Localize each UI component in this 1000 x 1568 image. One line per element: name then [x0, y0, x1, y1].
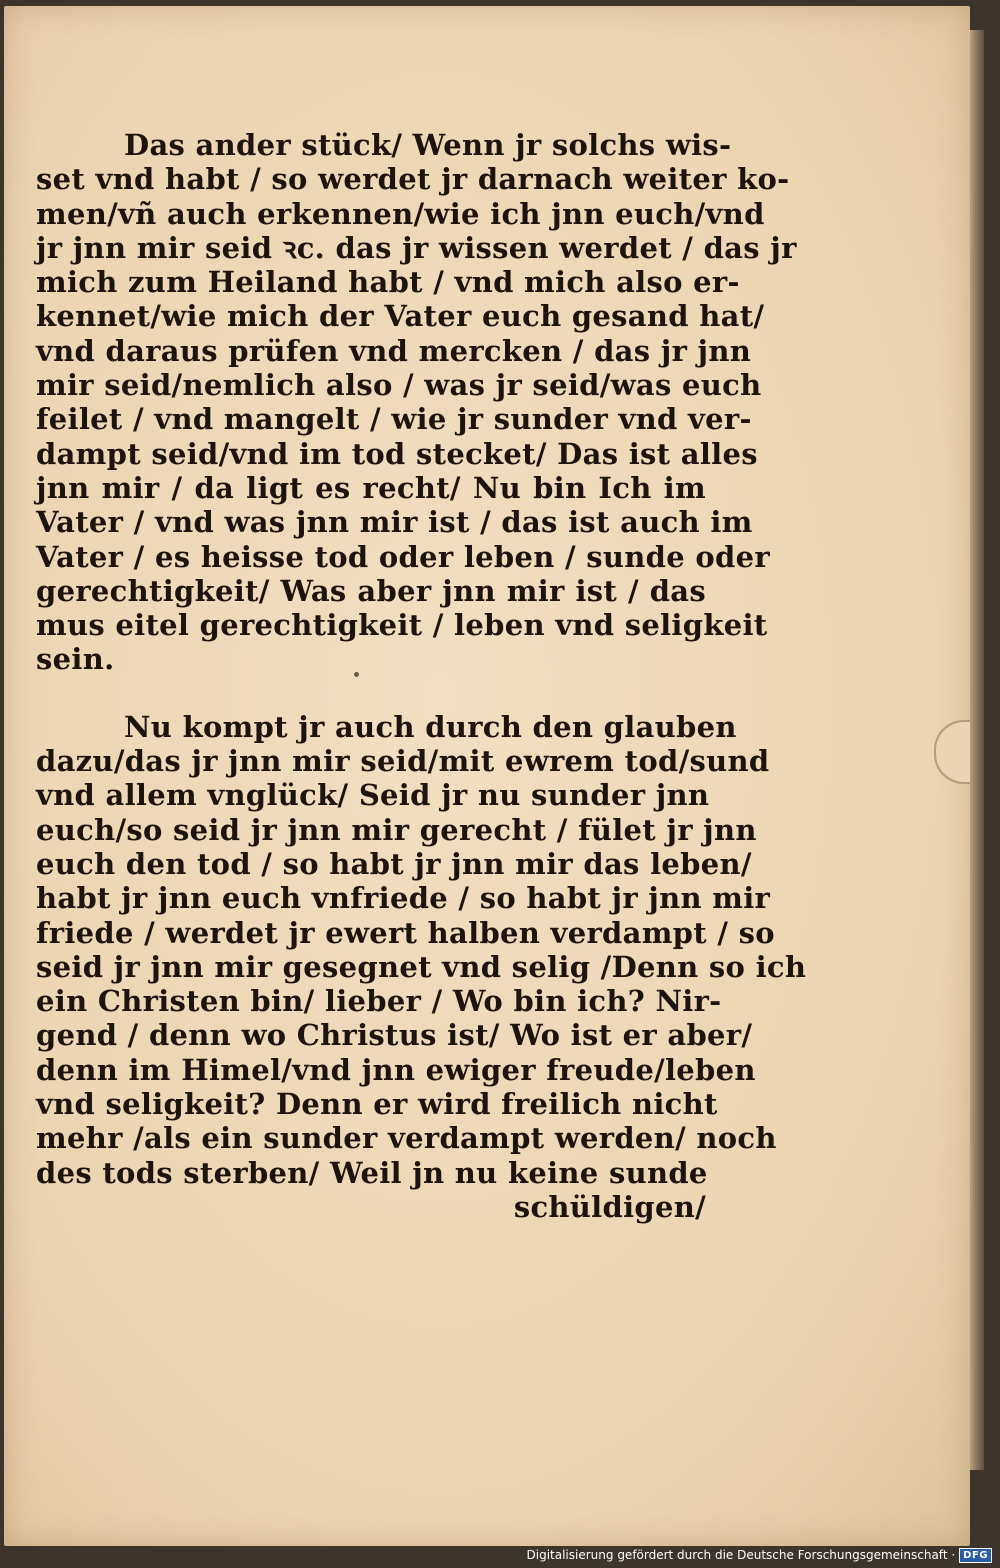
text-line: mehr /als ein sunder verdampt werden/ noch	[36, 1121, 777, 1156]
text-line: Nu kompt jr auch durch den glauben	[124, 709, 737, 744]
text-line: feilet / vnd mangelt / wie jr sunder vnd ver-	[36, 402, 752, 437]
text-line: ein Christen bin/ lieber / Wo bin ich? Nir-	[36, 984, 722, 1019]
paragraph-1	[36, 128, 797, 677]
text-line: dazu/das jr jnn mir seid/mit ewrem tod/sund	[36, 744, 770, 779]
text-line: set vnd habt / so werdet jr darnach weiter ko-	[36, 162, 790, 197]
text-line: friede / werdet jr ewert halben verdampt / so	[36, 915, 775, 950]
text-line: mich zum Heiland habt / vnd mich also er-	[36, 265, 740, 300]
text-line: dampt seid/vnd im tod stecket/ Das ist alles	[36, 436, 758, 471]
catchword: schüldigen/	[513, 1189, 706, 1224]
text-line: denn im Himel/vnd jnn ewiger freude/leben	[36, 1052, 756, 1087]
text-line: Vater / vnd was jnn mir ist / das ist auch im	[36, 505, 753, 540]
text-line: euch/so seid jr jnn mir gerecht / fület jr jnn	[36, 812, 757, 847]
text-line: euch den tod / so habt jr jnn mir das leben/	[36, 846, 752, 881]
text-line: Vater / es heisse tod oder leben / sunde oder	[36, 539, 770, 574]
book-page-edge	[968, 30, 984, 1470]
dfg-logo: DFG	[959, 1548, 992, 1563]
text-line: mir seid/nemlich also / was jr seid/was euch	[36, 368, 762, 403]
digitization-footer	[527, 1546, 992, 1564]
footer-credit: Digitalisierung gefördert durch die Deutsche Forschungsgemeinschaft ·	[526, 1548, 956, 1562]
text-line: mus eitel gerechtigkeit / leben vnd seligkeit	[36, 608, 768, 643]
text-line: jr jnn mir seid ꝛc. das jr wissen werdet / das jr	[36, 230, 797, 265]
text-line: seid jr jnn mir gesegnet vnd selig /Denn so ich	[36, 949, 807, 984]
text-line: gend / denn wo Christus ist/ Wo ist er aber/	[36, 1018, 753, 1053]
paragraph-2	[36, 709, 807, 1224]
text-line: vnd daraus prüfen vnd mercken / das jr jnn	[36, 333, 752, 368]
text-line: gerechtigkeit/ Was aber jnn mir ist / das	[36, 573, 706, 608]
text-line: Das ander stück/ Wenn jr solchs wis-	[124, 128, 732, 162]
text-line: jnn mir / da ligt es recht/ Nu bin Ich im	[36, 470, 706, 505]
text-line: habt jr jnn euch vnfriede / so habt jr jnn mir	[36, 881, 771, 916]
text-line: vnd allem vnglück/ Seid jr nu sunder jnn	[36, 778, 710, 813]
text-line: des tods sterben/ Weil jn nu keine sunde	[36, 1155, 708, 1190]
page-body-text	[36, 128, 807, 1224]
text-line: kennet/wie mich der Vater euch gesand hat/	[36, 299, 765, 334]
text-line: vnd seligkeit? Denn er wird freilich nicht	[36, 1087, 718, 1122]
text-line: men/vñ auch erkennen/wie ich jnn euch/vnd	[36, 196, 765, 231]
text-line: sein.	[36, 642, 115, 677]
